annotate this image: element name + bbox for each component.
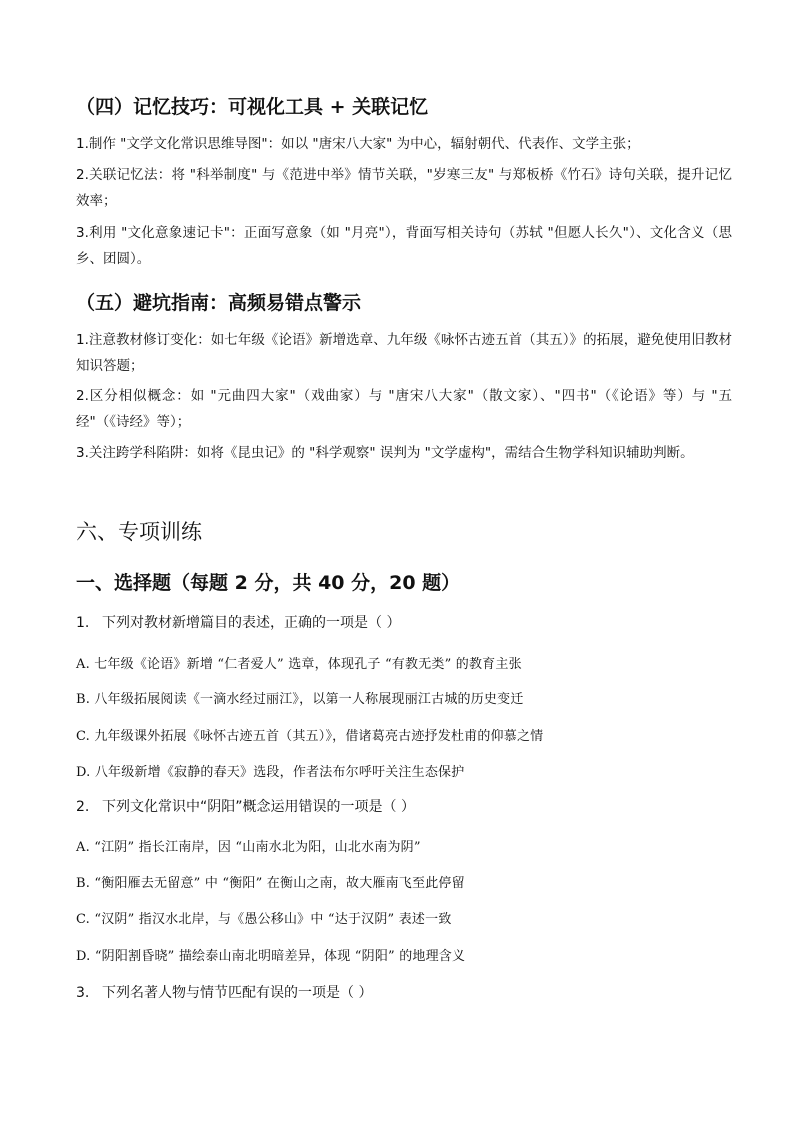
section-5-item-2: 2.区分相似概念：如 "元曲四大家"（戏曲家）与 "唐宋八大家"（散文家）、"四书"（《论语》等）与 "五经"（《诗经》等）； bbox=[76, 388, 732, 430]
question-1-option-b: B. 八年级拓展阅读《一滴水经过丽江》，以第一人称展现丽江古城的历史变迁 bbox=[76, 692, 524, 707]
question-2-option-a: A. “江阴” 指长江南岸，因 “山南水北为阳，山北水南为阴” bbox=[76, 840, 421, 855]
multiple-choice-heading: 一、选择题（每题 2 分，共 40 分，20 题） bbox=[76, 572, 461, 594]
section-5-heading: （五）避坑指南：高频易错点警示 bbox=[76, 292, 362, 314]
section-5-item-3: 3.关注跨学科陷阱：如将《昆虫记》的 "科学观察" 误判为 "文学虚构"，需结合生物学科知识辅助判断。 bbox=[76, 445, 694, 461]
training-heading: 六、专项训练 bbox=[76, 520, 202, 544]
question-1-stem bbox=[76, 612, 400, 634]
question-2-option-b: B. “衡阳雁去无留意” 中 “衡阳” 在衡山之南，故大雁南飞至此停留 bbox=[76, 876, 465, 891]
section-4-heading: （四）记忆技巧：可视化工具 + 关联记忆 bbox=[76, 96, 429, 118]
question-1-option-c: C. 九年级课外拓展《咏怀古迹五首（其五）》，借诸葛亮古迹抒发杜甫的仰慕之情 bbox=[76, 729, 544, 744]
question-text: 下列名著人物与情节匹配有误的一项是（ ） bbox=[102, 985, 373, 1001]
question-3-stem bbox=[76, 982, 372, 1004]
question-text: 下列文化常识中“阴阳”概念运用错误的一项是（ ） bbox=[102, 799, 415, 815]
question-1-option-a: A. 七年级《论语》新增 “仁者爱人” 选章，体现孔子 “有教无类” 的教育主张 bbox=[76, 657, 522, 672]
question-text: 下列对教材新增篇目的表述，正确的一项是（ ） bbox=[102, 615, 401, 631]
question-2-stem bbox=[76, 796, 415, 818]
question-number: 2. bbox=[76, 799, 90, 815]
question-number: 3. bbox=[76, 985, 90, 1001]
question-number: 1. bbox=[76, 615, 90, 631]
question-2-option-c: C. “汉阴” 指汉水北岸，与《愚公移山》中 “达于汉阴” 表述一致 bbox=[76, 912, 452, 927]
section-4-item-1: 1.制作 "文学文化常识思维导图"：如以 "唐宋八大家" 为中心，辐射朝代、代表作、文学主张； bbox=[76, 136, 640, 152]
question-2-option-d: D. “阴阳割昏晓” 描绘泰山南北明暗差异，体现 “阴阳” 的地理含义 bbox=[76, 949, 466, 964]
section-4-item-2: 2.关联记忆法：将 "科举制度" 与《范进中举》情节关联，"岁寒三友" 与郑板桥《竹石》诗句关联，提升记忆效率； bbox=[76, 167, 732, 209]
question-1-option-d: D. 八年级新增《寂静的春天》选段，作者法布尔呼吁关注生态保护 bbox=[76, 765, 465, 780]
section-4-item-3: 3.利用 "文化意象速记卡"：正面写意象（如 "月亮"），背面写相关诗句（苏轼 "但愿人长久"）、文化含义（思乡、团圆）。 bbox=[76, 225, 732, 267]
section-5-item-1: 1.注意教材修订变化：如七年级《论语》新增选章、九年级《咏怀古迹五首（其五）》的拓展，避免使用旧教材知识答题； bbox=[76, 332, 732, 374]
